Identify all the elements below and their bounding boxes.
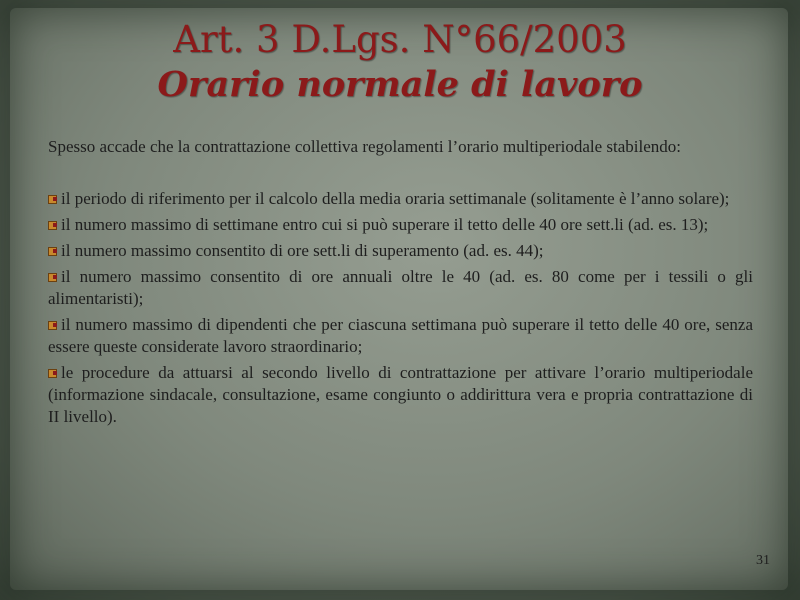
bullet-text: il numero massimo consentito di ore annuali oltre le 40 (ad. es. 80 come per i tessili o gli alimentaristi); bbox=[48, 267, 753, 308]
page-number: 31 bbox=[756, 553, 770, 568]
bullet-item bbox=[48, 266, 753, 310]
square-bullet-icon bbox=[48, 246, 59, 255]
bullet-item bbox=[48, 214, 753, 236]
bullet-text: le procedure da attuarsi al secondo livello di contrattazione per attivare l’orario multiperiodale (informazione sindacale, consultazione, esame congiunto o addirittura vera e propria contrattazione di II livello). bbox=[48, 363, 753, 426]
bullet-item bbox=[48, 188, 753, 210]
square-bullet-icon bbox=[48, 220, 59, 229]
title-line-2: Orario normale di lavoro bbox=[157, 64, 643, 105]
square-bullet-icon bbox=[48, 368, 59, 377]
bullet-text: il numero massimo di settimane entro cui si può superare il tetto delle 40 ore sett.li (ad. es. 13); bbox=[61, 215, 709, 234]
title-line-1: Art. 3 D.Lgs. N°66/2003 bbox=[173, 18, 627, 61]
bullet-item bbox=[48, 362, 753, 428]
square-bullet-icon bbox=[48, 320, 59, 329]
intro-paragraph: Spesso accade che la contrattazione collettiva regolamenti l’orario multiperiodale stabilendo: bbox=[48, 137, 682, 156]
slide-body bbox=[48, 136, 753, 432]
slide-title bbox=[0, 18, 800, 108]
bullet-list bbox=[48, 188, 753, 428]
bullet-text: il numero massimo di dipendenti che per ciascuna settimana può superare il tetto delle 40 ore, senza essere queste considerate lavoro straordinario; bbox=[48, 315, 753, 356]
square-bullet-icon bbox=[48, 194, 59, 203]
bullet-text: il periodo di riferimento per il calcolo della media oraria settimanale (solitamente è l’anno solare); bbox=[61, 189, 730, 208]
bullet-item bbox=[48, 314, 753, 358]
bullet-item bbox=[48, 240, 753, 262]
square-bullet-icon bbox=[48, 272, 59, 281]
bullet-text: il numero massimo consentito di ore sett.li di superamento (ad. es. 44); bbox=[61, 241, 544, 260]
